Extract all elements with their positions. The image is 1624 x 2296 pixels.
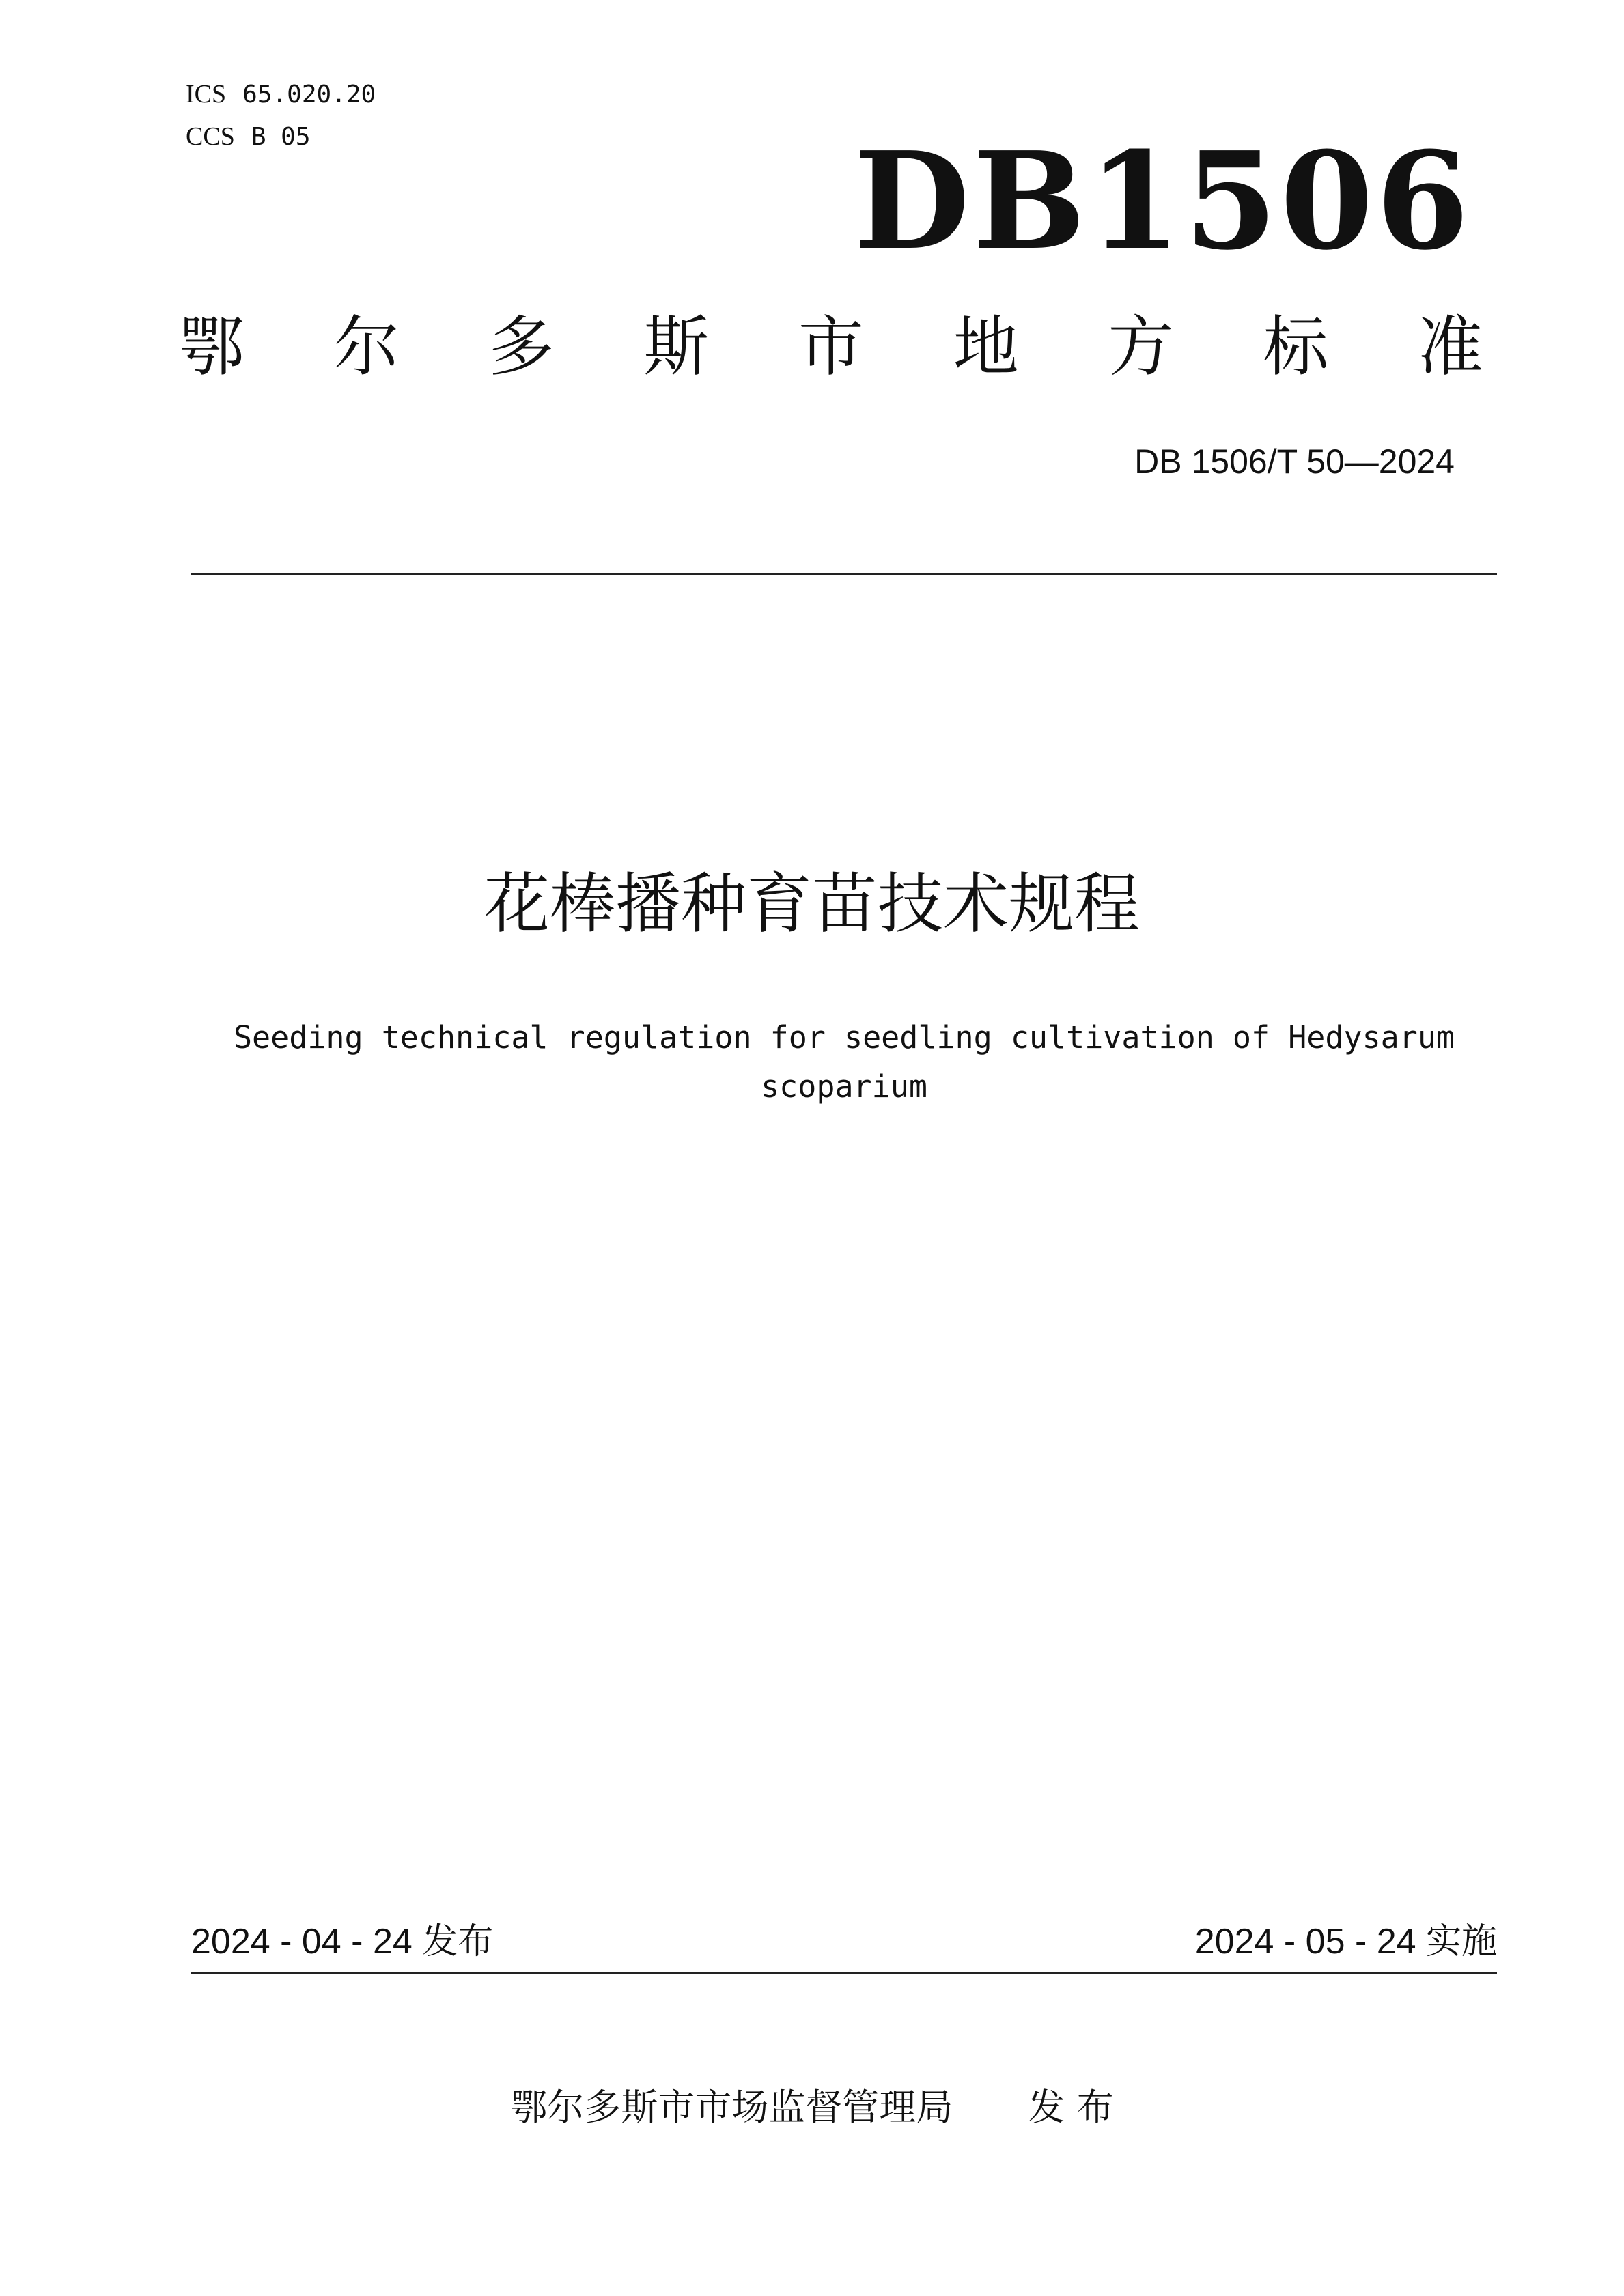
ccs-label: CCS (186, 122, 235, 151)
standard-type-char: 鄂 (179, 309, 244, 385)
db-code-logo: DB1506 (854, 123, 1472, 280)
standard-type-char: 多 (488, 309, 555, 385)
issue-date: 2024 - 04 - 24 发布 (191, 1922, 494, 1961)
ics-label: ICS (186, 80, 227, 109)
standard-number: DB 1506/T 50—2024 (1134, 442, 1455, 481)
english-title: Seeding technical regulation for seedling cultivation of Hedysarum scoparium (233, 1019, 1455, 1105)
ics-line (186, 79, 376, 110)
chinese-title: 花棒播种育苗技术规程 (484, 866, 1140, 942)
standard-type-char: 市 (798, 309, 864, 385)
top-divider (191, 573, 1497, 575)
standard-type-char: 标 (1263, 309, 1329, 385)
standard-type-heading (179, 306, 1483, 388)
issuer-line (0, 2084, 1624, 2131)
standard-type-char: 地 (953, 309, 1019, 385)
implementation-date: 2024 - 05 - 24 实施 (1194, 1922, 1497, 1961)
ccs-code: B 05 (251, 123, 311, 151)
standard-type-char: 斯 (643, 309, 710, 385)
standard-type-char: 尔 (333, 309, 400, 385)
issuer-name: 鄂尔多斯市市场监督管理局 (510, 2086, 953, 2129)
bottom-divider (191, 1972, 1497, 1974)
issue-action: 发 布 (1028, 2086, 1114, 2129)
standard-type-char: 准 (1418, 309, 1483, 385)
ics-code: 65.020.20 (242, 81, 376, 109)
ccs-line (186, 122, 311, 152)
standard-type-char: 方 (1108, 309, 1174, 385)
